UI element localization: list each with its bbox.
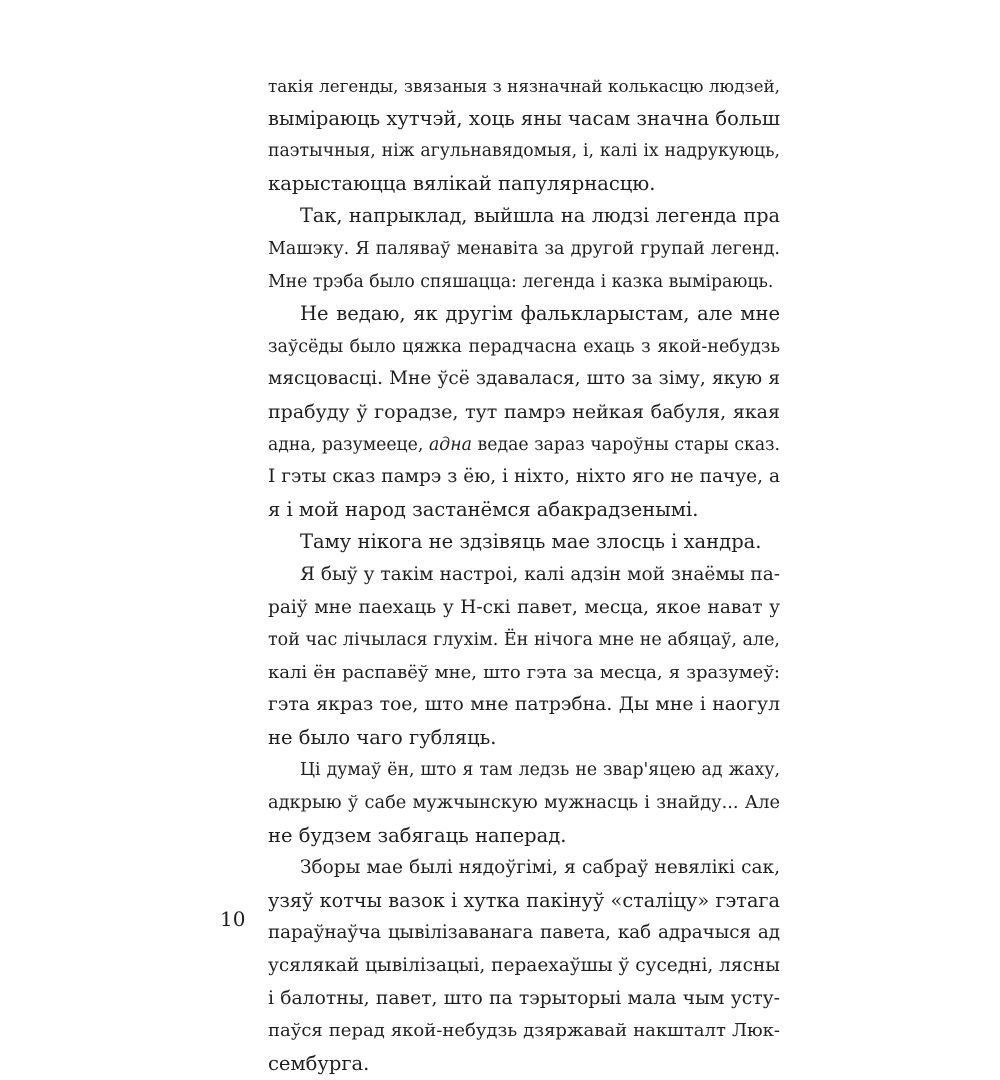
text-line: Зборы мае былі нядоўгімі, я сабраў невялікі сак, bbox=[300, 857, 780, 879]
text-line: І гэты сказ памрэ з ёю, і ніхто, ніхто яго не пачуе, а bbox=[268, 466, 780, 488]
emphasized-word: адна bbox=[429, 434, 472, 455]
text-line: узяў котчы вазок і хутка пакінуў «сталіцу» гэтага bbox=[268, 888, 780, 912]
text-line: заўсёды было цяжка перадчасна ехаць з якой-небудзь bbox=[268, 336, 780, 357]
text-line: і балотны, павет, што па тэрыторыі мала чым усту- bbox=[268, 987, 780, 1009]
text-line: не было чаго губляць. bbox=[268, 725, 497, 749]
text-line: мясцовасці. Мне ўсё здавалася, што за зіму, якую я bbox=[268, 368, 780, 390]
text-line bbox=[268, 429, 780, 462]
text-line: карыстаюцца вялікай папулярнасцю. bbox=[268, 171, 656, 195]
text-line: гэта якраз тое, што мне патрэбна. Ды мне і наогул bbox=[268, 694, 780, 716]
text-line: Машэку. Я паляваў менавіта за другой групай легенд. bbox=[268, 238, 780, 259]
text-line: параўнаўча цывілізаванага павета, каб адрачыся ад bbox=[268, 922, 780, 944]
text-line: не будзем забягаць наперад. bbox=[268, 823, 567, 847]
text-line: раіў мне паехаць у Н-скі павет, месца, якое нават у bbox=[268, 596, 780, 618]
text-line: Таму нікога не здзівяць мае злосць і хандра. bbox=[300, 530, 762, 554]
text-line: я і мой народ застанёмся абакрадзенымі. bbox=[268, 497, 699, 521]
text-line: выміраюць хутчэй, хоць яны часам значна больш bbox=[268, 106, 780, 130]
text-line: паэтычныя, ніж агульнавядомыя, і, калі іх надрукуюць, bbox=[268, 141, 780, 162]
page-number: 10 bbox=[220, 907, 246, 931]
text-line: Ці думаў ён, што я там ледзь не звар'яцею ад жаху, bbox=[300, 760, 780, 781]
text-line: сембурга. bbox=[268, 1051, 370, 1075]
text-line: Так, напрыклад, выйшла на людзі легенда пра bbox=[300, 204, 780, 228]
text-line: Мне трэба было спяшацца: легенда і казка выміраюць. bbox=[268, 271, 774, 292]
text-line: той час лічылася глухім. Ён нічога мне не абяцаў, але, bbox=[268, 630, 780, 651]
text-line: Не ведаю, як другім фалькларыстам, але мне bbox=[300, 302, 780, 326]
text-segment: ведае зараз чароўны стары сказ. bbox=[471, 434, 781, 455]
text-line: усялякай цывілізацыі, пераехаўшы ў суседні, лясны bbox=[268, 955, 780, 977]
text-line: паўся перад якой-небудзь дзяржавай накшталт Люк- bbox=[268, 1020, 780, 1042]
text-segment: адна, разумееце, bbox=[268, 434, 429, 455]
text-line: адкрыю ў сабе мужчынскую мужнасць і знайду... Але bbox=[268, 793, 780, 814]
text-line: Я быў у такім настроі, калі адзін мой знаёмы па- bbox=[300, 563, 780, 585]
text-line: калі ён распавёў мне, што гэта за месца, я зразумеў: bbox=[268, 661, 780, 683]
body-text bbox=[268, 70, 780, 1080]
text-line: такія легенды, звязаныя з нязначнай колькасцю людзей, bbox=[268, 76, 780, 96]
text-line: прабуду ў горадзе, тут памрэ нейкая бабуля, якая bbox=[268, 400, 780, 423]
